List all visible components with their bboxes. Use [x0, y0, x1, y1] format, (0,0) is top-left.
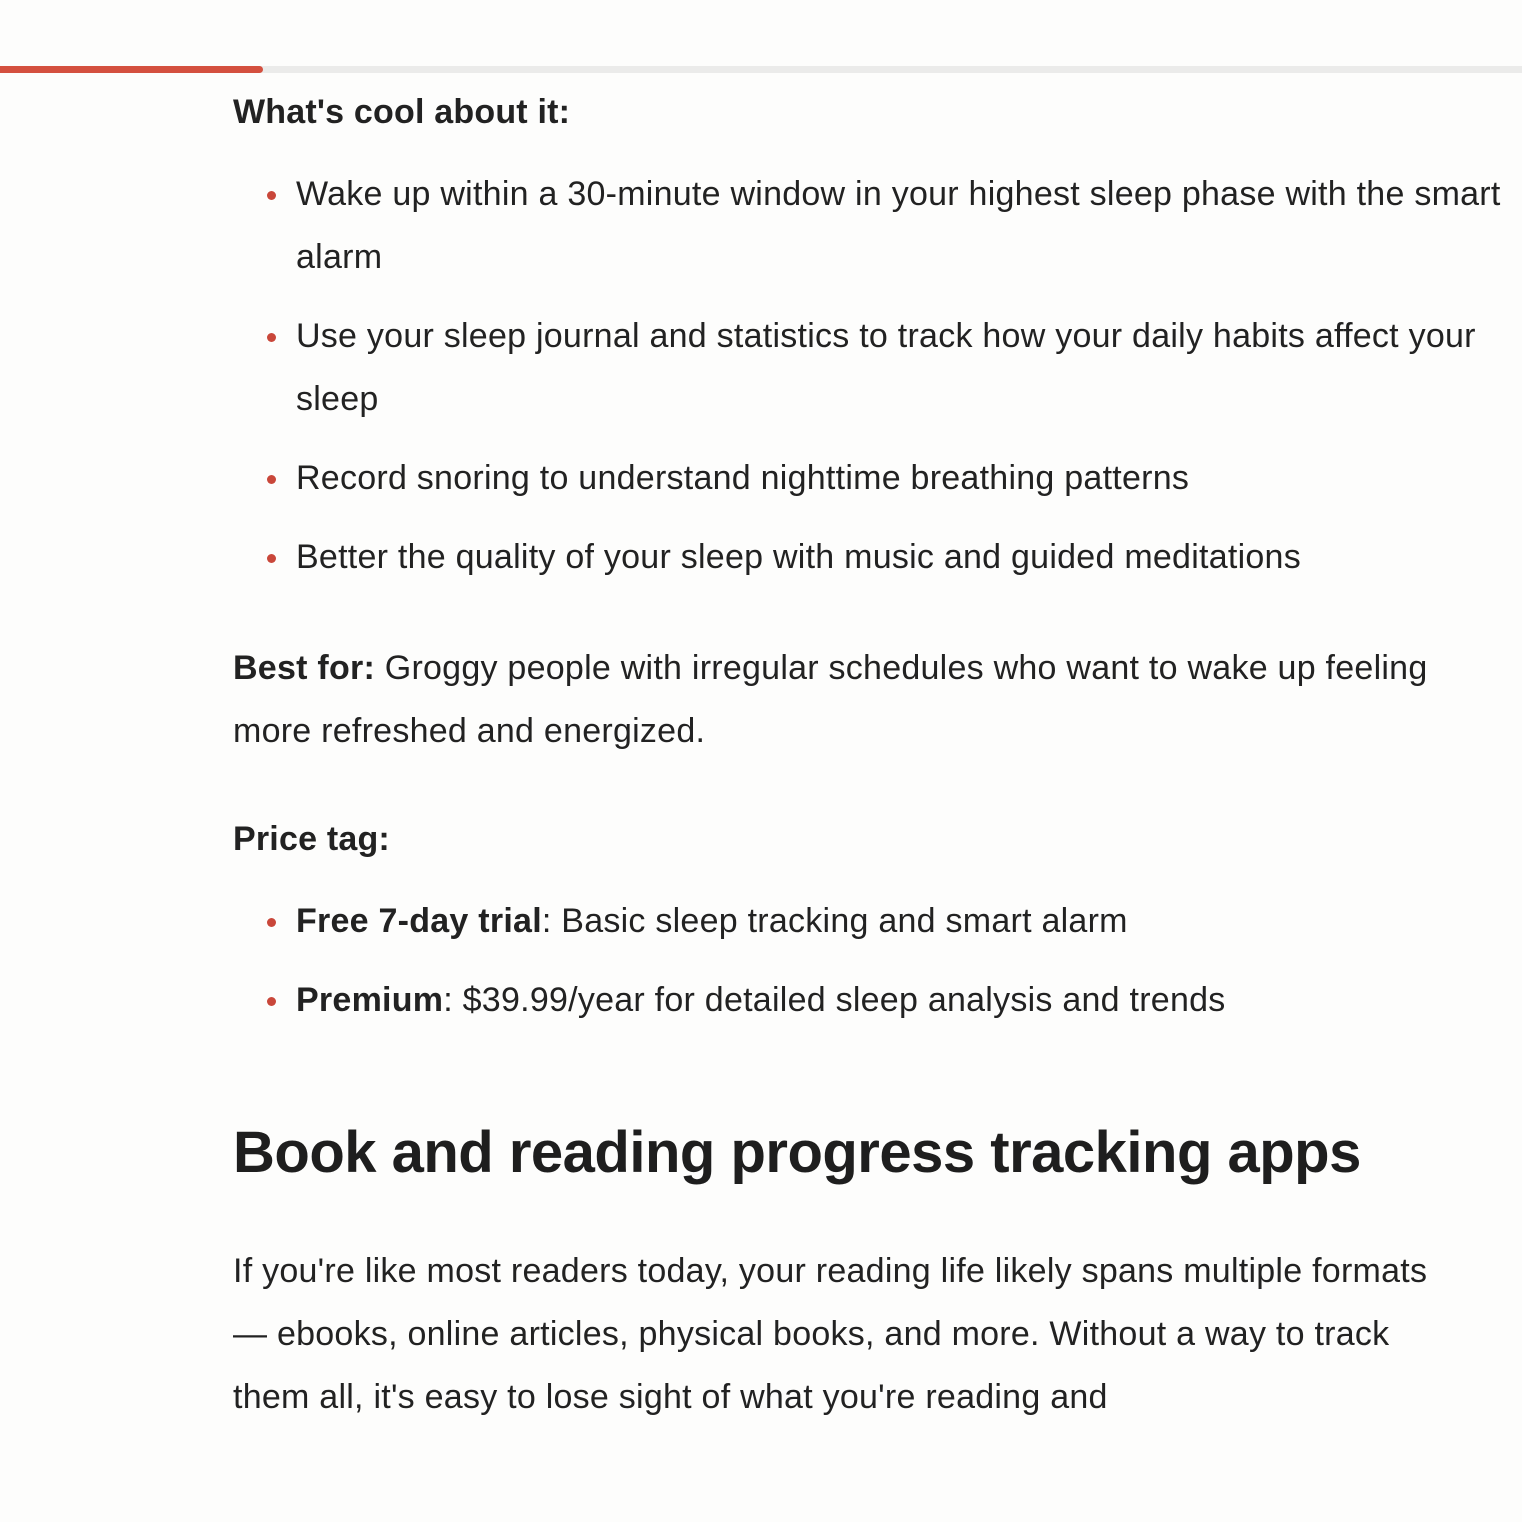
bullet-icon [267, 333, 276, 342]
feature-text: Better the quality of your sleep with music and guided meditations [296, 538, 1301, 576]
price-heading: Price tag: [233, 820, 390, 858]
reading-progress-fill [0, 66, 263, 73]
features-heading: What's cool about it: [233, 93, 571, 131]
best-for-paragraph [233, 637, 1463, 763]
tier-detail: : Basic sleep tracking and smart alarm [541, 902, 1128, 940]
list-item [233, 447, 1503, 510]
best-for-label: Best for: [233, 649, 376, 687]
list-item [233, 969, 1503, 1032]
feature-text: Record snoring to understand nighttime breathing patterns [296, 459, 1190, 497]
features-list [233, 163, 1503, 589]
tier-detail: : $39.99/year for detailed sleep analysis and trends [443, 981, 1226, 1019]
list-item [233, 163, 1521, 289]
list-item [233, 305, 1476, 431]
reading-progress-bar [0, 66, 1522, 73]
article-body [233, 84, 1503, 1429]
list-item [233, 890, 1503, 953]
section-intro: If you're like most readers today, your reading life likely spans multiple formats — ebooks, online articles, physical books, and more. Without a way to track them all, it's easy to lose sight of what you're reading and [233, 1252, 1428, 1416]
list-item [233, 526, 1503, 589]
bullet-icon [267, 997, 276, 1006]
section-title: Book and reading progress tracking apps [233, 1120, 1361, 1185]
feature-text: Wake up within a 30-minute window in your highest sleep phase with the smart alarm [296, 175, 1501, 276]
best-for-text: Groggy people with irregular schedules who want to wake up feeling more refreshed and energized. [233, 649, 1428, 750]
pricing-list [233, 890, 1503, 1032]
feature-text: Use your sleep journal and statistics to track how your daily habits affect your sleep [296, 317, 1476, 418]
bullet-icon [267, 918, 276, 927]
tier-name: Premium [296, 981, 444, 1019]
bullet-icon [267, 554, 276, 563]
tier-name: Free 7-day trial [296, 902, 542, 940]
bullet-icon [267, 191, 276, 200]
bullet-icon [267, 475, 276, 484]
